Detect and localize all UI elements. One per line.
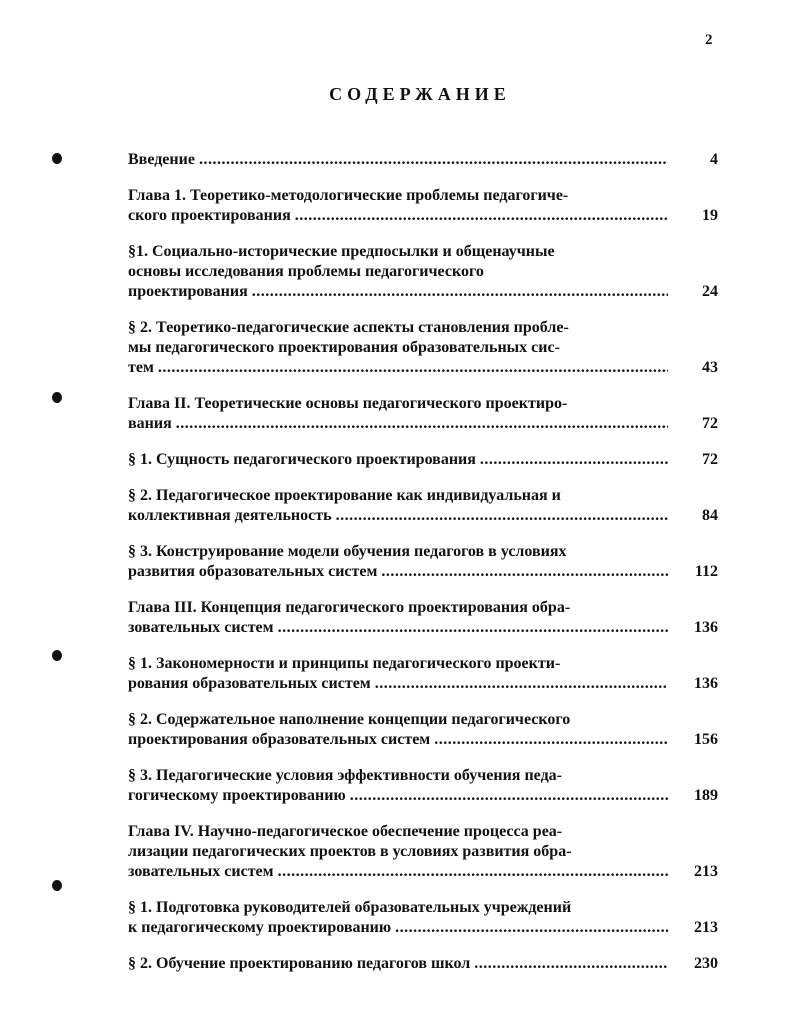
toc-entry[interactable]	[128, 710, 718, 750]
toc-entry-title: к педагогическому проектированию	[128, 919, 392, 936]
toc-entry-last-line	[128, 562, 718, 582]
toc-entry-last-line	[128, 954, 718, 974]
dot-leader	[278, 618, 668, 638]
toc-entry-last-line	[128, 450, 718, 470]
toc-entry-title: рования образовательных систем	[128, 675, 371, 692]
toc-page-number: 19	[702, 207, 718, 224]
margin-dot-mark	[52, 392, 62, 403]
dot-leader	[381, 562, 668, 582]
toc-entry[interactable]	[128, 654, 718, 694]
margin-dot-mark	[52, 650, 62, 661]
toc-entry-title: коллективная деятельность	[128, 507, 332, 524]
dot-leader	[434, 730, 668, 750]
toc-entry-last-line	[128, 282, 718, 302]
toc-entry-last-line	[128, 674, 718, 694]
toc-page-number: 213	[694, 863, 718, 880]
toc-entry-title: § 2. Обучение проектированию педагогов школ	[128, 955, 471, 972]
toc-page-number: 72	[702, 415, 718, 432]
toc-entry-line: основы исследования проблемы педагогического	[128, 263, 484, 280]
toc-entry-title: Введение	[128, 151, 195, 168]
toc-entry-line: лизации педагогических проектов в условиях развития обра-	[128, 843, 572, 860]
dot-leader	[295, 206, 668, 226]
toc-entry-line: § 2. Педагогическое проектирование как индивидуальная и	[128, 487, 561, 504]
toc-page-number: 156	[694, 731, 718, 748]
toc-entry[interactable]	[128, 318, 718, 378]
dot-leader	[480, 450, 668, 470]
toc-entry-line: § 3. Педагогические условия эффективности обучения педа-	[128, 767, 562, 784]
toc-entry-last-line	[128, 206, 718, 226]
toc-entry[interactable]	[128, 898, 718, 938]
toc-entry-title: зовательных систем	[128, 619, 274, 636]
toc-entry[interactable]	[128, 394, 718, 434]
toc-page-number: 230	[694, 955, 718, 972]
toc-entry-title: зовательных систем	[128, 863, 274, 880]
toc-page-number: 136	[694, 619, 718, 636]
toc-entry-line: мы педагогического проектирования образовательных сис-	[128, 339, 560, 356]
toc-page-number: 112	[694, 563, 718, 580]
dot-leader	[336, 506, 668, 526]
toc-entry-last-line	[128, 358, 718, 378]
toc-entry-title: ского проектирования	[128, 207, 291, 224]
toc-entry-title: § 1. Сущность педагогического проектирования	[128, 451, 476, 468]
dot-leader	[395, 918, 668, 938]
toc-entry[interactable]	[128, 822, 718, 882]
toc-entry-line: § 2. Содержательное наполнение концепции педагогического	[128, 711, 571, 728]
margin-dot-mark	[52, 880, 62, 891]
toc-page-number: 136	[694, 675, 718, 692]
toc-entry[interactable]	[128, 954, 718, 974]
toc-entry[interactable]	[128, 150, 718, 170]
toc-entry-line: § 3. Конструирование модели обучения педагогов в условиях	[128, 543, 567, 560]
toc-entry[interactable]	[128, 598, 718, 638]
toc-entry-last-line	[128, 414, 718, 434]
dot-leader	[375, 674, 668, 694]
toc-page-number: 72	[702, 451, 718, 468]
toc-entry-title: тем	[128, 359, 154, 376]
toc-page-number: 43	[702, 359, 718, 376]
toc-page-number: 24	[702, 283, 718, 300]
toc-entry-line: Глава III. Концепция педагогического проектирования обра-	[128, 599, 571, 616]
toc-entry[interactable]	[128, 766, 718, 806]
toc-entry-line: Глава IV. Научно-педагогическое обеспечение процесса реа-	[128, 823, 563, 840]
toc-entry-last-line	[128, 150, 718, 170]
toc-entry-title: вания	[128, 415, 172, 432]
toc-entry[interactable]	[128, 242, 718, 302]
toc-entry[interactable]	[128, 542, 718, 582]
toc-entry-last-line	[128, 506, 718, 526]
toc-entry-line: § 2. Теоретико-педагогические аспекты становления пробле-	[128, 319, 569, 336]
toc-entry-title: проектирования	[128, 283, 248, 300]
dot-leader	[350, 786, 668, 806]
toc-entry[interactable]	[128, 486, 718, 526]
toc-page-number: 4	[710, 151, 718, 168]
dot-leader	[158, 358, 668, 378]
toc-entry-line: Глава II. Теоретические основы педагогического проектиро-	[128, 395, 568, 412]
toc-entry-line: §1. Социально-исторические предпосылки и общенаучные	[128, 243, 555, 260]
toc-entry-line: § 1. Закономерности и принципы педагогического проекти-	[128, 655, 561, 672]
toc-page-number: 84	[702, 507, 718, 524]
dot-leader	[199, 150, 668, 170]
toc-page-number: 213	[694, 919, 718, 936]
toc-entry-title: проектирования образовательных систем	[128, 731, 431, 748]
dot-leader	[176, 414, 668, 434]
margin-dot-mark	[52, 153, 62, 164]
toc-entry[interactable]	[128, 450, 718, 470]
table-of-contents	[128, 150, 718, 990]
dot-leader	[278, 862, 668, 882]
toc-entry-last-line	[128, 918, 718, 938]
dot-leader	[252, 282, 668, 302]
toc-entry-last-line	[128, 862, 718, 882]
toc-entry-line: § 1. Подготовка руководителей образовательных учреждений	[128, 899, 572, 916]
toc-entry-last-line	[128, 618, 718, 638]
dot-leader	[474, 954, 668, 974]
toc-entry[interactable]	[128, 186, 718, 226]
toc-entry-title: гогическому проектированию	[128, 787, 346, 804]
toc-entry-last-line	[128, 730, 718, 750]
page-title: СОДЕРЖАНИЕ	[329, 84, 511, 104]
toc-entry-last-line	[128, 786, 718, 806]
toc-entry-line: Глава 1. Теоретико-методологические проблемы педагогиче-	[128, 187, 569, 204]
toc-page-number: 189	[694, 787, 718, 804]
toc-entry-title: развития образовательных систем	[128, 563, 378, 580]
page-number: 2	[705, 32, 713, 48]
